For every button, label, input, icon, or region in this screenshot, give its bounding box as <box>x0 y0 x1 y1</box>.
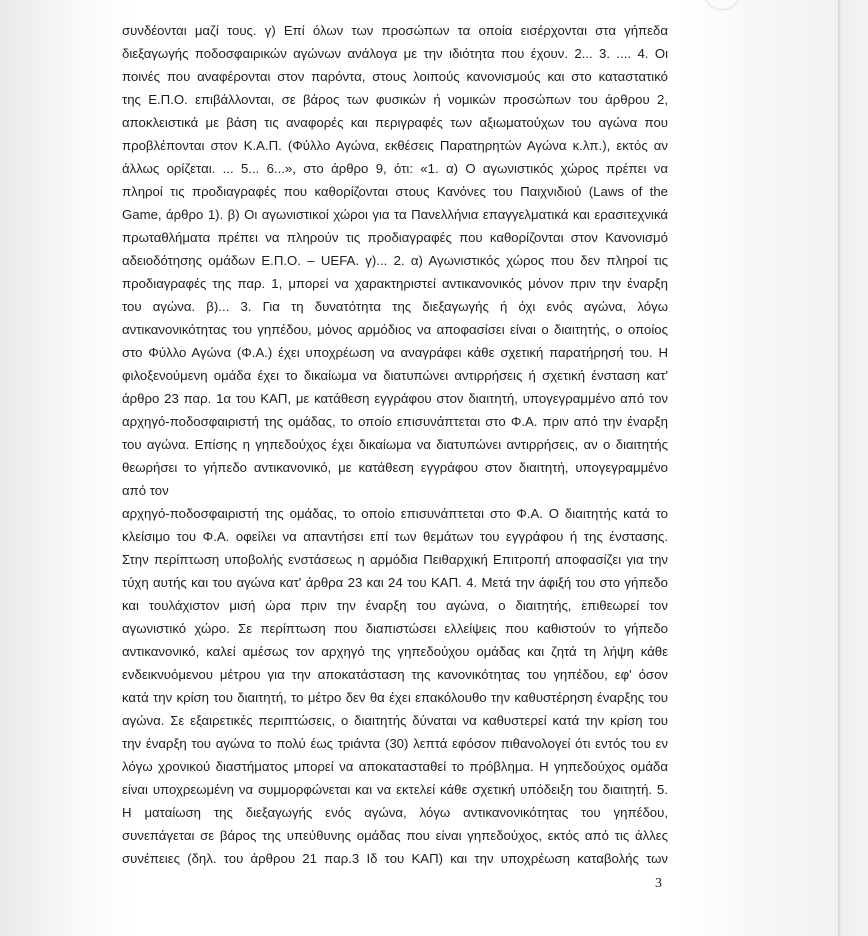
text-line: αδειοδότησης ομάδων Ε.Π.Ο. – UEFA. γ)... 2. α) Αγωνιστικός χώρος που δεν πληροί τις <box>122 253 668 268</box>
text-line: συνδέονται μαζί τους. γ) Επί όλων των προσώπων τα οποία εισέρχονται στα γήπεδα <box>122 23 668 38</box>
text-line: από τον <box>122 483 169 498</box>
text-line: αγώνα. Σε εξαιρετικές περιπτώσεις, ο διαιτητής δύναται να καθυστερεί κατά την κρίση του <box>122 713 668 728</box>
text-line: Game, άρθρο 1). β) Οι αγωνιστικοί χώροι για τα Πανελλήνια επαγγελματικά και ερασιτεχνικά <box>122 207 668 222</box>
text-line: κλείσιμο του Φ.Α. οφείλει να απαντήσει επί των θεμάτων του εγγράφου ή της ένστασης. <box>122 529 668 544</box>
text-line: αντικανονικότητας του γηπέδου, μόνος αρμόδιος να αποφασίσει είναι ο διαιτητής, ο οποίος <box>122 322 668 337</box>
text-line: συνεπάγεται σε βάρος της υπεύθυνης ομάδας που είναι γηπεδούχος, εκτός από τις άλλες <box>122 828 668 843</box>
text-line: ποινές που αναφέρονται στον παρόντα, στους λοιπούς κανονισμούς και στο καταστατικό <box>122 69 668 84</box>
text-line: πρωταθλήματα πρέπει να πληρούν τις προδιαγραφές που καθορίζονται στον Κανονισμό <box>122 230 668 245</box>
text-line: αρχηγό-ποδοσφαιριστή της ομάδας, το οποίο επισυνάπτεται στο Φ.Α. πριν από την έναρξη <box>122 414 668 429</box>
text-line: κατά την κρίση του διαιτητή, το μέτρο δεν θα έχει επακόλουθο την καθυστέρηση έναρξης του <box>122 690 668 705</box>
text-line: Στην περίπτωση υποβολής ενστάσεως η αρμόδια Πειθαρχική Επιτροπή αποφασίζει για την <box>122 552 668 567</box>
text-line: του αγώνα. β)... 3. Για τη δυνατότητα της διεξαγωγής ή όχι ενός αγώνα, λόγω <box>122 299 668 314</box>
text-line: πληροί τις προδιαγραφές που καθορίζονται στους Κανόνες του Παιχνιδιού (Laws of the <box>122 184 668 199</box>
text-line: άλλως ορίζεται. ... 5... 6...», στο άρθρο 9, ότι: «1. α) Ο αγωνιστικός χώρος πρέπει να <box>122 161 668 176</box>
text-line: φιλοξενούμενη ομάδα έχει το δικαίωμα να διατυπώνει αντιρρήσεις ή σχετική ένσταση κατ' <box>122 368 668 383</box>
text-line: του αγώνα. Επίσης η γηπεδούχος έχει δικαίωμα να διατυπώνει αντιρρήσεις, αν ο διαιτητής <box>122 437 668 452</box>
text-line: αντικανονικό, καλεί αμέσως τον αρχηγό της γηπεδούχου ομάδας και ζητά τη λήψη κάθε <box>122 644 668 659</box>
text-line: διεξαγωγής ποδοσφαιρικών αγώνων ανάλογα με την ιδιότητα που έχουν. 2... 3. .... 4. Οι <box>122 46 668 61</box>
text-line: είναι υποχρεωμένη να συμμορφώνεται και να εκτελεί κάθε σχετική υπόδειξη του διαιτητή. 5. <box>122 782 668 797</box>
text-line: λόγω χρονικού διαστήματος μπορεί να αποκατασταθεί το πρόβλημα. Η γηπεδούχος ομάδα <box>122 759 668 774</box>
text-line: αρχηγό-ποδοσφαιριστή της ομάδας, το οποίο επισυνάπτεται στο Φ.Α. Ο διαιτητής κατά το <box>122 506 668 521</box>
text-line: τύχη αυτής και του αγώνα κατ' άρθρα 23 και 24 του ΚΑΠ. 4. Μετά την άφιξή του στο γήπεδο <box>122 575 668 590</box>
text-line: Η ματαίωση της διεξαγωγής ενός αγώνα, λόγω αντικανονικότητας του γηπέδου, <box>122 805 668 820</box>
floating-action-button[interactable] <box>704 0 740 10</box>
page-number: 3 <box>655 876 662 891</box>
text-line: της Ε.Π.Ο. επιβάλλονται, σε βάρος των φυσικών ή νομικών προσώπων του άρθρου 2, <box>122 92 668 107</box>
text-line: άρθρο 23 παρ. 1α του ΚΑΠ, με κατάθεση εγγράφου στον διαιτητή, υπογεγραμμένο από τον <box>122 391 668 406</box>
text-line: θεωρήσει το γήπεδο αντικανονικό, με κατάθεση εγγράφου στον διαιτητή, υπογεγραμμένο <box>122 460 668 475</box>
text-line: και τουλάχιστον μισή ώρα πριν την έναρξη του αγώνα, ο διαιτητής, επιθεωρεί τον <box>122 598 668 613</box>
text-line: προδιαγραφές της παρ. 1, μπορεί να χαρακτηριστεί αντικανονικός μόνον πριν την έναρξη <box>122 276 668 291</box>
text-line: την έναρξη του αγώνα το πολύ έως τριάντα (30) λεπτά εφόσον πιθανολογεί ότι εντός του εν <box>122 736 668 751</box>
scrollbar-track[interactable] <box>838 0 868 936</box>
text-line: προβλέπονται στον Κ.Α.Π. (Φύλλο Αγώνα, εκθέσεις Παρατηρητών Αγώνα κ.λπ.), εκτός αν <box>122 138 668 153</box>
text-line: συνέπειες (δηλ. του άρθρου 21 παρ.3 Ιδ του ΚΑΠ) και την υποχρέωση καταβολής των <box>122 851 668 866</box>
text-line: στο Φύλλο Αγώνα (Φ.Α.) έχει υποχρέωση να αναγράφει κάθε σχετική παρατήρησή του. Η <box>122 345 668 360</box>
text-line: αποκλειστικά με βάση τις αναφορές και περιγραφές των αξιωματούχων του αγώνα που <box>122 115 668 130</box>
text-line: αγωνιστικό χώρο. Σε περίπτωση που διαπιστώσει ελλείψεις που καθιστούν το γήπεδο <box>122 621 668 636</box>
document-body <box>122 19 668 870</box>
text-line: ενδεικνυόμενου μέτρου για την αποκατάσταση της κανονικότητας του γηπέδου, εφ' όσον <box>122 667 668 682</box>
